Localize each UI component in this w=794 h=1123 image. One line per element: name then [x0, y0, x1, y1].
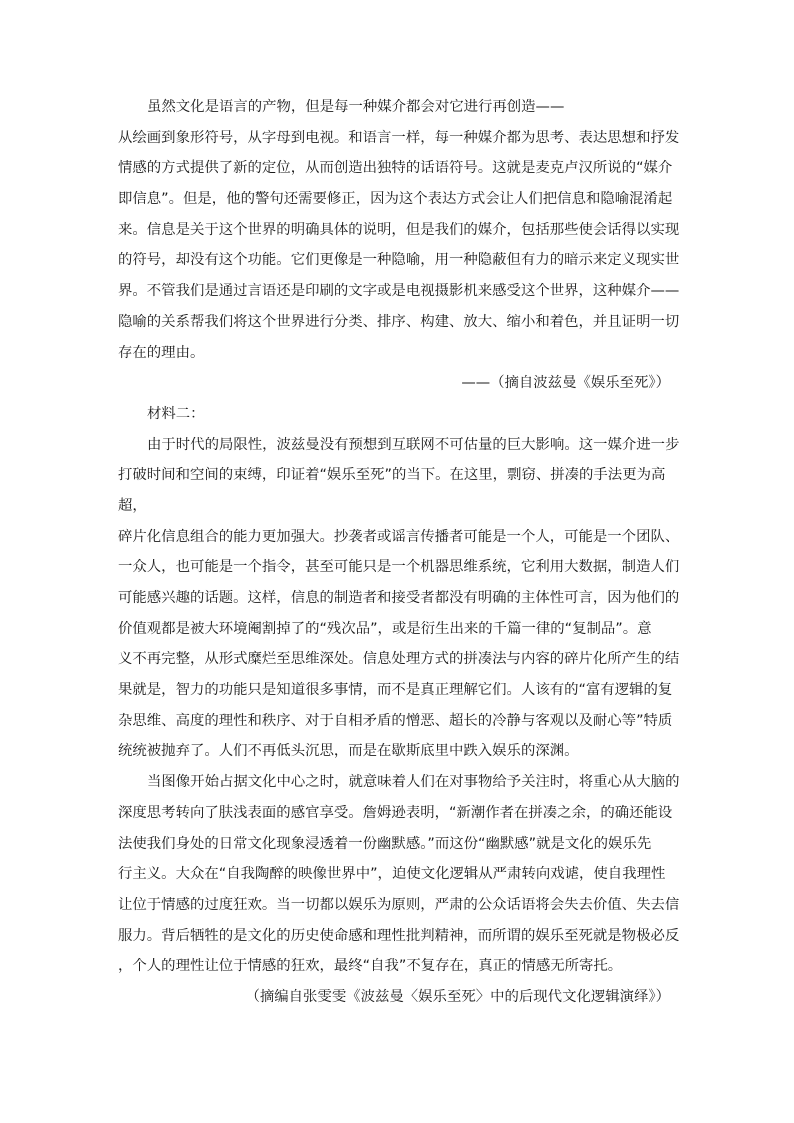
- m1-line-5: 来。信息是关于这个世界的明确具体的说明，但是我们的媒介，包括那些使会话得以实现: [118, 221, 680, 238]
- m2-p1-line-2: 打破时间和空间的束缚，印证着“娱乐至死”的当下。在这里，剽窃、拼凑的手法更为高: [118, 467, 666, 484]
- m2-p2-line-1: 当图像开始占据文化中心之时，就意味着人们在对事物给予关注时，将重心从大脑的: [147, 774, 680, 791]
- m2-label: 材料二：: [147, 405, 205, 422]
- m2-p2-line-2: 深度思考转向了肤浅表面的感官享受。詹姆逊表明，“新潮作者在拼凑之余，的确还能设: [118, 804, 673, 821]
- m2-p2-line-4: 行主义。大众在“自我陶醉的映像世界中”，迫使文化逻辑从严肃转向戏谑，使自我理性: [118, 866, 666, 883]
- m1-line-8: 隐喻的关系帮我们将这个世界进行分类、排序、构建、放大、缩小和着色，并且证明一切: [118, 313, 680, 330]
- m2-p2-line-6: 服力。背后牺牲的是文化的历史使命感和理性批判精神，而所谓的娱乐至死就是物极必反: [118, 927, 680, 944]
- m2-p1-line-10: 杂思维、高度的理性和秩序、对于自相矛盾的憎恶、超长的冷静与客观以及耐心等”特质: [118, 712, 673, 729]
- m1-line-6: 的符号，却没有这个功能。它们更像是一种隐喻，用一种隐蔽但有力的暗示来定义现实世: [118, 252, 680, 269]
- m1-source: ——（摘自波兹曼《娱乐至死》）: [461, 375, 670, 392]
- m2-p1-line-3: 超，: [118, 497, 147, 514]
- m1-line-3: 情感的方式提供了新的定位，从而创造出独特的话语符号。这就是麦克卢汉所说的“媒介: [118, 160, 673, 177]
- m2-p1-line-5: 一众人，也可能是一个指令，甚至可能只是一个机器思维系统，它利用大数据，制造人们: [118, 559, 680, 576]
- m2-p2-line-7: ，个人的理性让位于情感的狂欢，最终“自我”不复存在，真正的情感无所寄托。: [118, 958, 623, 975]
- m2-p1-line-4: 碎片化信息组合的能力更加强大。抄袭者或谣言传播者可能是一个人，可能是一个团队、: [118, 528, 680, 545]
- m2-p1-line-6: 可能感兴趣的话题。这样，信息的制造者和接受者都没有明确的主体性可言，因为他们的: [118, 590, 680, 606]
- m1-line-1: 虽然文化是语言的产物，但是每一种媒介都会对它进行再创造——: [147, 99, 565, 115]
- document-page: [118, 92, 680, 1013]
- m2-p1-line-11: 统统被抛弃了。人们不再低头沉思，而是在歇斯底里中跌入娱乐的深渊。: [118, 743, 579, 760]
- m2-p1-line-9: 果就是，智力的功能只是知道很多事情，而不是真正理解它们。人该有的“富有逻辑的复: [118, 682, 673, 699]
- m2-p1-line-7: 价值观都是被大环境阉割掉了的“残次品”，或是衍生出来的千篇一律的“复制品”。意: [118, 620, 652, 637]
- m1-line-4: 即信息”。但是，他的警句还需要修正，因为这个表达方式会让人们把信息和隐喻混淆起: [118, 191, 673, 208]
- m2-p2-line-3: 法使我们身处的日常文化现象浸透着一份幽默感。”而这份“幽默感”就是文化的娱乐先: [118, 835, 652, 852]
- m1-line-9: 存在的理由。: [118, 344, 205, 361]
- m2-source: （摘编自张雯雯《波兹曼〈娱乐至死〉中的后现代文化逻辑演绎》）: [245, 988, 670, 1005]
- m2-p1-line-1: 由于时代的局限性，波兹曼没有预想到互联网不可估量的巨大影响。这一媒介进一步: [147, 436, 680, 453]
- m1-line-7: 界。不管我们是通过言语还是印刷的文字或是电视摄影机来感受这个世界，这种媒介——: [118, 283, 680, 300]
- m2-p1-line-8: 义不再完整，从形式糜烂至思维深处。信息处理方式的拼凑法与内容的碎片化所产生的结: [118, 651, 680, 668]
- m2-p2-line-5: 让位于情感的过度狂欢。当一切都以娱乐为原则，严肃的公众话语将会失去价值、失去信: [118, 896, 680, 913]
- m1-line-2: 从绘画到象形符号，从字母到电视。和语言一样，每一种媒介都为思考、表达思想和抒发: [118, 129, 680, 146]
